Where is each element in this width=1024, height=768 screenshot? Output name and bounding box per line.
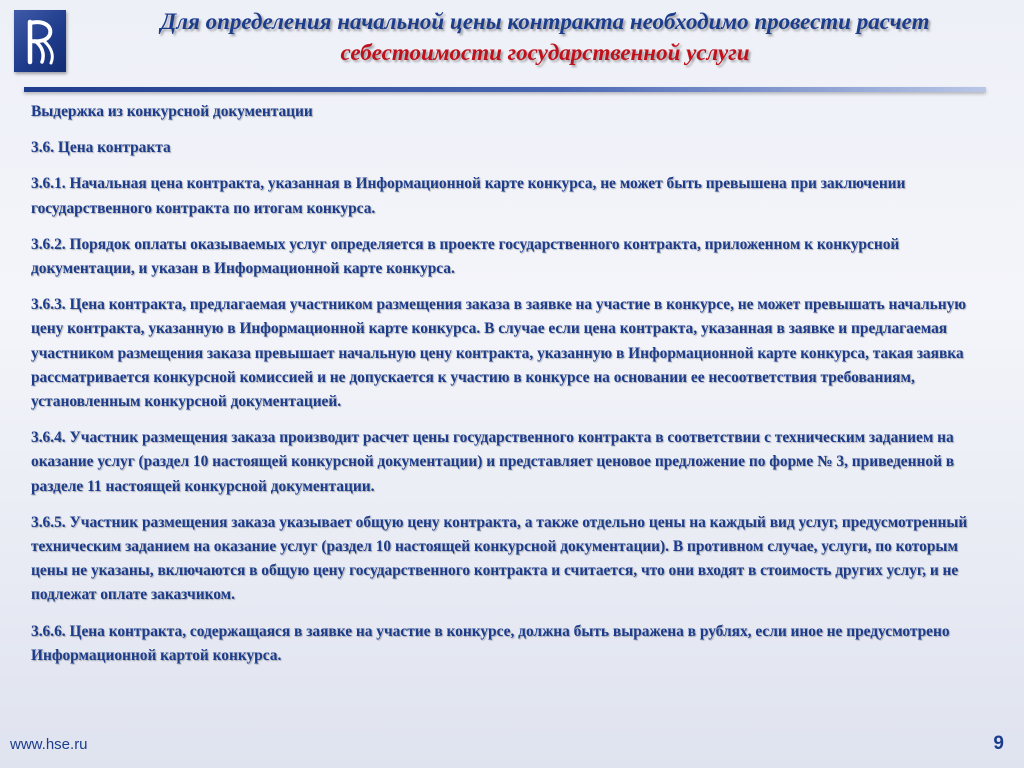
- hse-logo-icon: [14, 10, 66, 72]
- clause-3-6-4: 3.6.4. Участник размещения заказа производит расчет цены государственного контракта в соответствии с техническим заданием на оказание услуг (раздел 10 настоящей конкурсной документации) и представляет ценовое предложение по форме № 3, приведенной в разделе 11 настоящей конкурсной документации.: [31, 429, 955, 495]
- clause-3-6-1: 3.6.1. Начальная цена контракта, указанная в Информационной карте конкурса, не может быть превышена при заключении государственного контракта по итогам конкурса.: [31, 175, 906, 217]
- title-line-1: Для определения начальной цены контракта необходимо провести расчет: [160, 9, 930, 34]
- title-line-2: себестоимости государственной услуги: [340, 40, 750, 65]
- page-number: 9: [993, 733, 1004, 754]
- section-heading: 3.6. Цена контракта: [31, 139, 171, 157]
- clause-3-6-5: 3.6.5. Участник размещения заказа указывает общую цену контракта, а также отдельно цены на каждый вид услуг, предусмотренный техническим заданием на оказание услуг (раздел 10 настоящей конкурсной документации). В противном случае, услуги, по которым цены не указаны, включаются в общую цену государственного контракта и считается, что они входят в стоимость других услуг, и не подлежат оплате заказчиком.: [31, 513, 968, 604]
- footer-url-link[interactable]: www.hse.ru: [10, 736, 88, 753]
- clause-3-6-6: 3.6.6. Цена контракта, содержащаяся в заявке на участие в конкурсе, должна быть выражена в рублях, если иное не предусмотрено Информационной картой конкурса.: [31, 622, 950, 664]
- clause-3-6-2: 3.6.2. Порядок оплаты оказываемых услуг определяется в проекте государственного контракта, приложенном к конкурсной документации, и указан в Информационной карте конкурса.: [31, 235, 900, 278]
- clause-3-6-3: 3.6.3. Цена контракта, предлагаемая участником размещения заказа в заявке на участие в конкурсе, не может превышать начальную цену контракта, указанную в Информационной карте конкурса. В случае если цена контракта, указанная в заявке и предлагаемая участником размещения заказа превышает начальную цену контракта, указанную в Информационной карте конкурса, такая заявка рассматривается конкурсной комиссией и не допускается к участию в конкурсе на основании ее несоответствия требованиям, установленным конкурсной документацией.: [31, 296, 967, 411]
- header-divider: [24, 87, 986, 92]
- excerpt-heading: Выдержка из конкурсной документации: [31, 103, 313, 120]
- document-excerpt: [31, 100, 996, 680]
- page-title: [80, 6, 1010, 68]
